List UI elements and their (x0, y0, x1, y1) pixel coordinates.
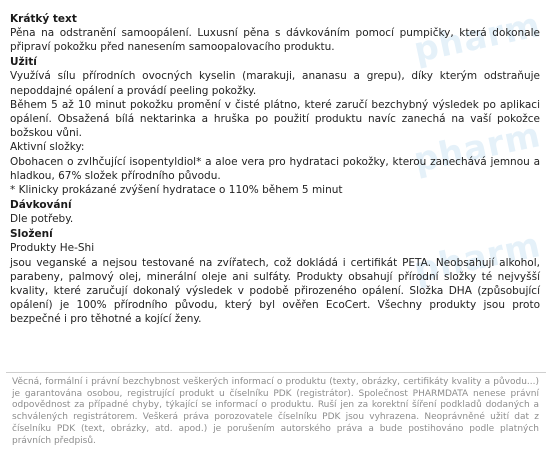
section-heading: Dávkování (10, 199, 72, 212)
section-davkovani (10, 198, 540, 226)
watermark: pharm (410, 225, 545, 291)
section-body: Pěna na odstranění samoopálení. Luxusní pěna s dávkováním pomocí pumpičky, která dokonale připraví pokožku před nanesením samoopalovacího produktu. (10, 27, 540, 54)
section-heading: Užití (10, 56, 37, 69)
section-uziti (10, 55, 540, 197)
section-body: Dle potřeby. (10, 213, 74, 226)
section-paragraph: jsou veganské a nejsou testované na zvířatech, což dokládá i certifikát PETA. Neobsahují alkohol, parabeny, palmový olej, minerální oleje ani sulfáty. Produkty obsahují přírodní složky té nejvyšší kvality, které zaručují dokonalý výsledek v podobě přirozeného opálení. Složka DHA (způsobující opálení) je 100% přírodního původu, který byl ověřen EcoCert. Všechny produkty jsou proto bezpečné i pro těhotné a kojící ženy. (10, 256, 540, 326)
section-kratky-text (10, 12, 540, 54)
section-paragraph: * Klinicky prokázané zvýšení hydratace o 110% během 5 minut (10, 184, 343, 197)
section-paragraph: Využívá sílu přírodních ovocných kyselin (marakuji, ananasu a grepu), díky kterým odstraňuje nepoddajné opálení a provádí peeling pokožky. (10, 70, 540, 97)
section-paragraph: Aktivní složky: (10, 141, 85, 154)
section-paragraph: Obohacen o zvlhčující isopentyldiol* a aloe vera pro hydrataci pokožky, kterou zanechává jemnou a hladkou, 67% složek přírodního původu. (10, 155, 540, 182)
divider (6, 372, 546, 373)
section-heading: Krátký text (10, 13, 77, 25)
section-paragraph: Během 5 až 10 minut pokožku promění v čisté plátno, které zaručí bezchybný výsledek po aplikaci opálení. Obsažená bílá nektarinka a hruška po použití produktu navíc zanechá na vaší pokožce božskou vůni. (10, 98, 540, 140)
watermark: pharm (410, 115, 545, 181)
section-heading: Složení (10, 228, 53, 241)
section-paragraph: Produkty He-Shi (10, 242, 95, 255)
legal-disclaimer: Věcná, formální i právní bezchybnost veškerých informací o produktu (texty, obrázky, certifikáty kvality a původu...) je garantována osobou, registrující produkt u číselníku PDK (registrátor). Společnost PHARMDATA nenese právní odpovědnost za případné chyby, týkající se informací o produktu. Ruší jen za korektní šíření podkladů dodaných a schválených registrátorem. Veškerá práva porozovatele číselníku PDK jsou vyhrazena. Neoprávněné užití dat z číselníku PDK (text, obrázky, atd. apod.) je porušením autorského práva a bude postihováno podle platných právních předpisů. (12, 377, 539, 446)
section-slozeni (10, 227, 540, 326)
product-content (10, 12, 540, 327)
watermark: pharm (410, 5, 545, 71)
